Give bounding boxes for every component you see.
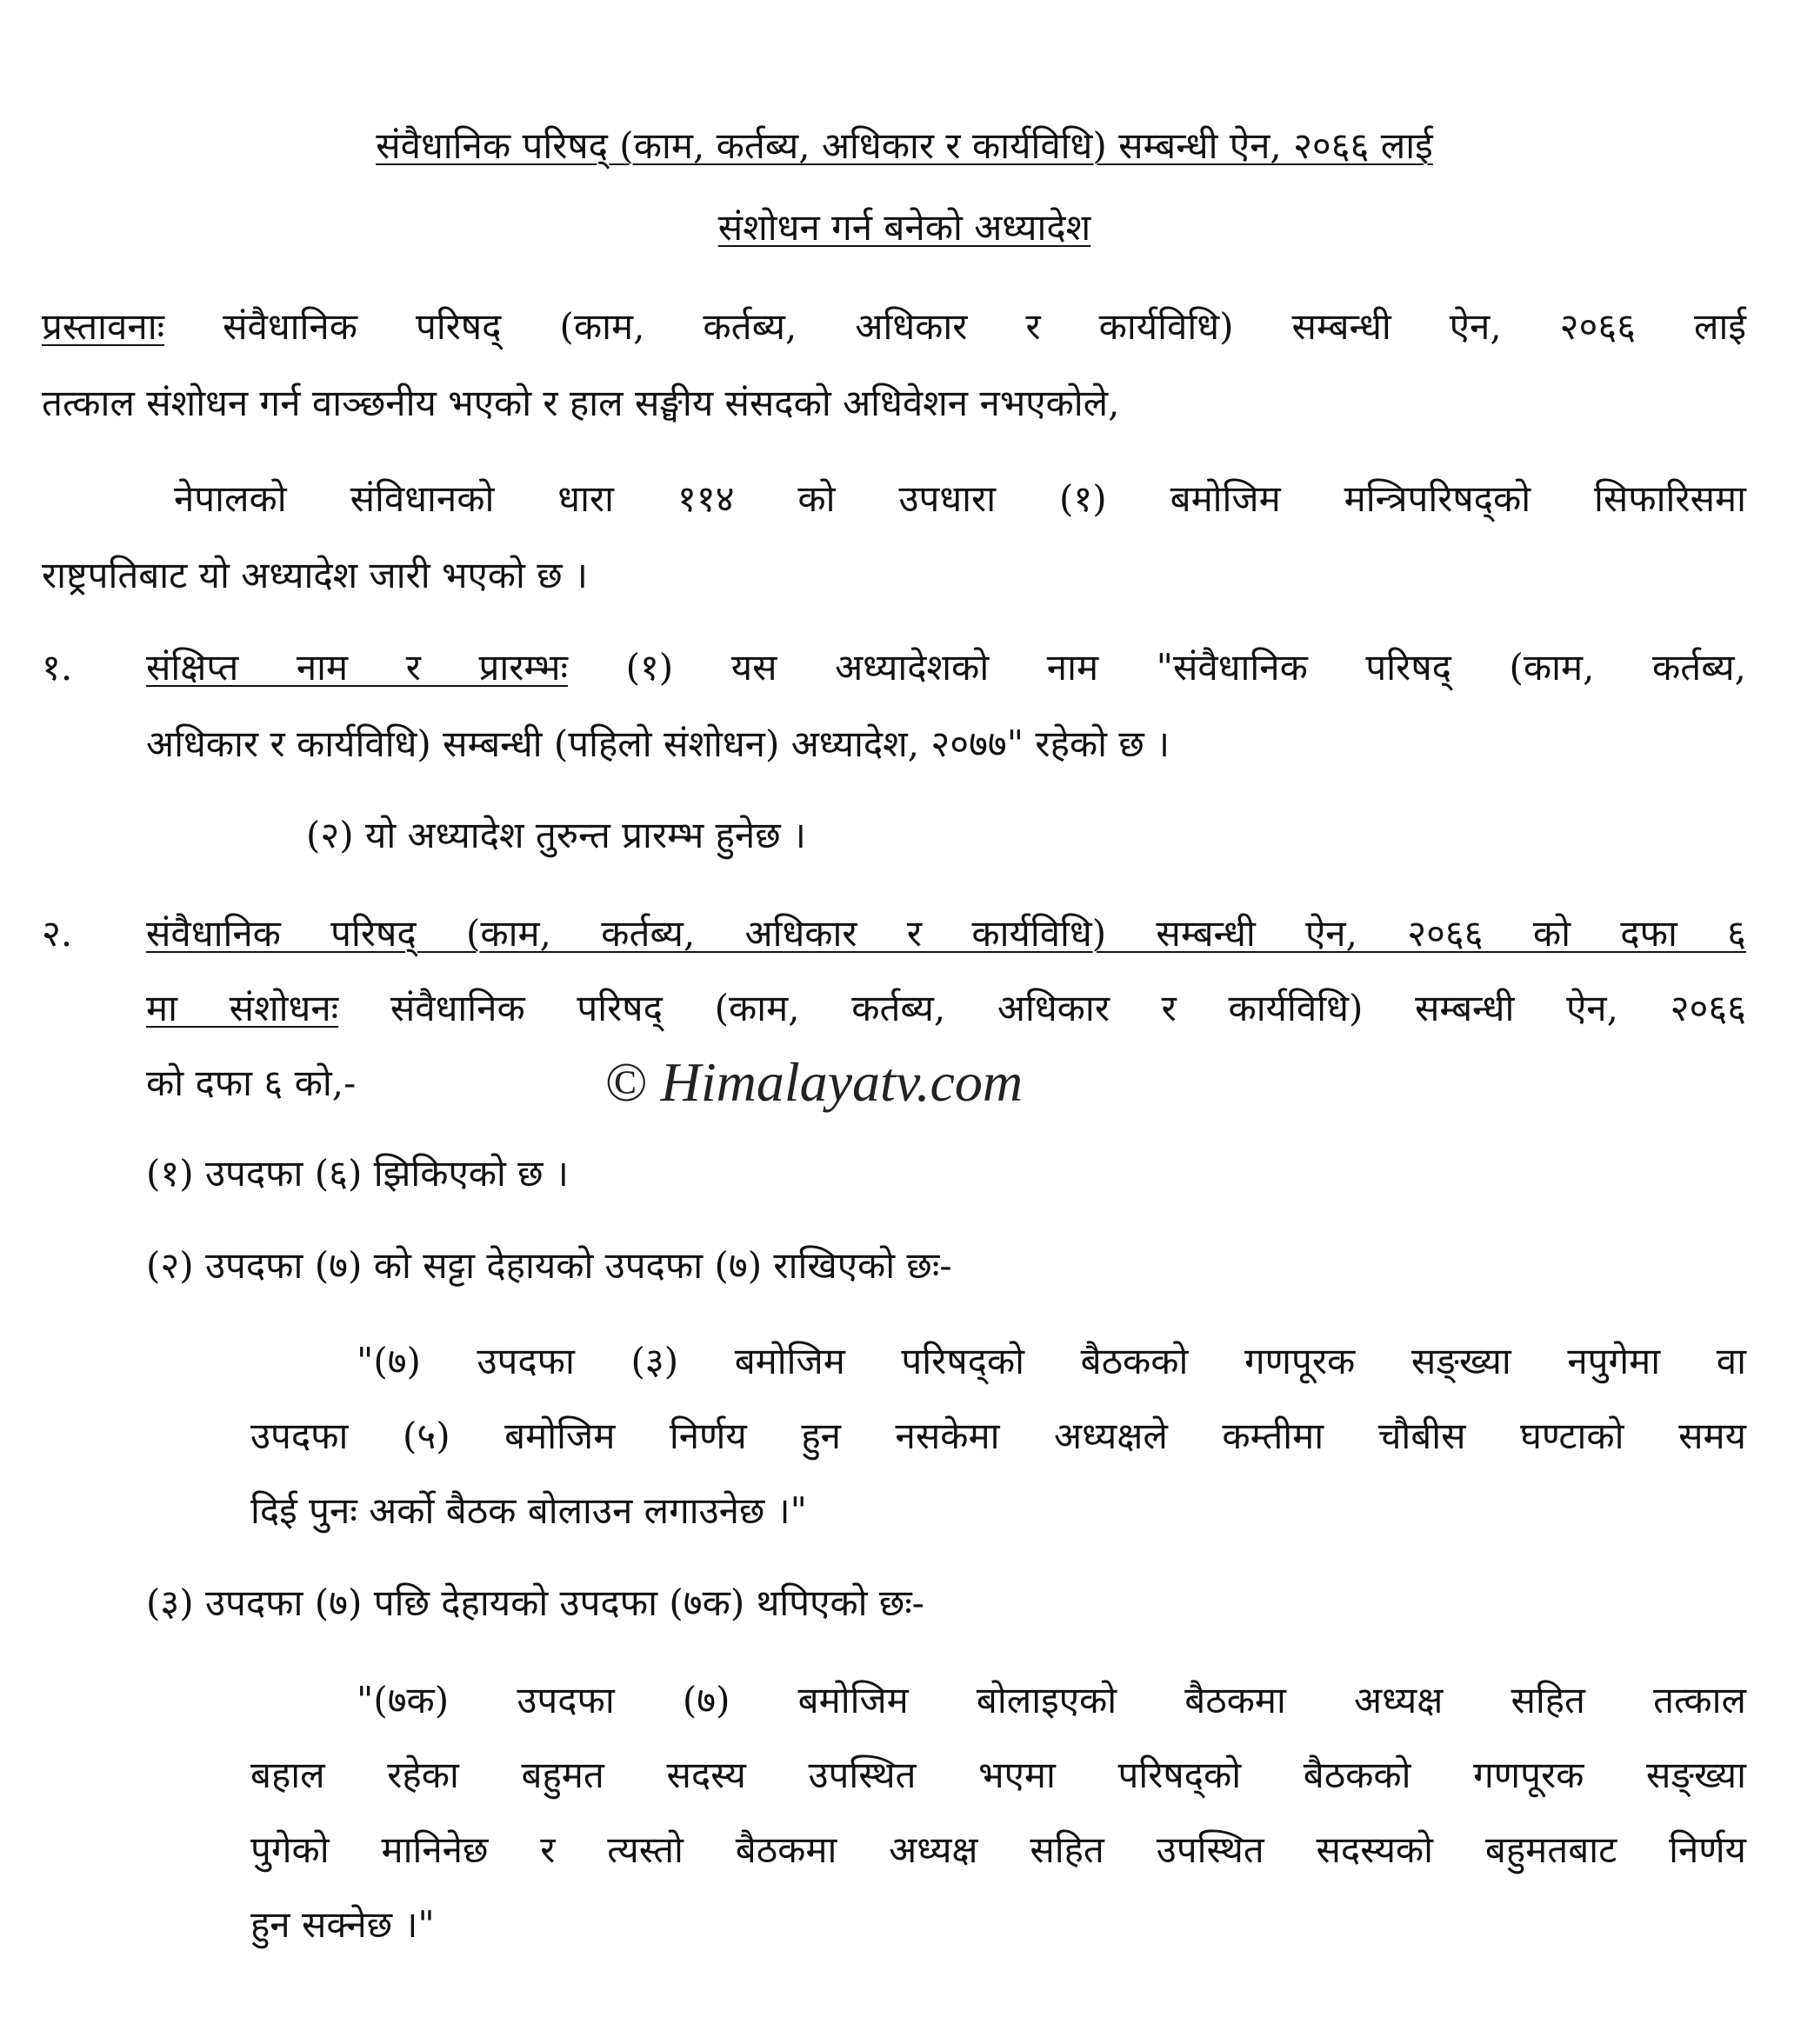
section-1-line-1 bbox=[146, 645, 1746, 690]
quote-1-line-3: दिई पुनः अर्को बैठक बोलाउन लगाउनेछ ।" bbox=[250, 1489, 807, 1532]
quote-2-line-3: पुगेको मानिनेछ र त्यस्तो बैठकमा अध्यक्ष सहित उपस्थित सदस्यको बहुमतबाट निर्णय bbox=[250, 1828, 1746, 1871]
section-2-item-1: (१) उपदफा (६) झिकिएको छ । bbox=[146, 1152, 569, 1195]
watermark: © Himalayatv.com bbox=[604, 1051, 1024, 1113]
quote-2-line-1: "(७क) उपदफा (७) बमोजिम बोलाइएको बैठकमा अध्यक्ष सहित तत्काल bbox=[357, 1679, 1746, 1721]
section-2-text: संवैधानिक परिषद् (काम, कर्तब्य, अधिकार र कार्यविधि) सम्बन्धी ऐन, २०६६ bbox=[338, 987, 1746, 1029]
section-1-subsection-2: (२) यो अध्यादेश तुरुन्त प्रारम्भ हुनेछ । bbox=[306, 814, 806, 856]
section-2-item-2: (२) उपदफा (७) को सट्टा देहायको उपदफा (७) राखिएको छः- bbox=[146, 1244, 952, 1287]
section-2-number: २. bbox=[42, 912, 73, 955]
enactment-line-2: राष्ट्रपतिबाट यो अध्यादेश जारी भएको छ । bbox=[42, 554, 588, 596]
section-1-text: (१) यस अध्यादेशको नाम "संवैधानिक परिषद् (काम, कर्तब्य, bbox=[568, 646, 1746, 689]
section-2-heading-line-2: मा संशोधनः bbox=[146, 987, 339, 1029]
quote-1-line-1: "(७) उपदफा (३) बमोजिम परिषद्को बैठकको गणपूरक सङ्ख्या नपुगेमा वा bbox=[357, 1340, 1746, 1382]
section-1-heading: संक्षिप्त नाम र प्रारम्भः bbox=[146, 646, 569, 689]
preamble-line-2: तत्काल संशोधन गर्न वाञ्छनीय भएको र हाल सङ्घीय संसदको अधिवेशन नभएकोले, bbox=[42, 382, 1120, 424]
preamble-heading: प्रस्तावनाः bbox=[42, 305, 165, 348]
quote-2-line-4: हुन सक्नेछ ।" bbox=[250, 1903, 435, 1946]
quote-1-line-2: उपदफा (५) बमोजिम निर्णय हुन नसकेमा अध्यक्षले कम्तीमा चौबीस घण्टाको समय bbox=[250, 1415, 1746, 1457]
section-2-line-3: को दफा ६ को,- bbox=[146, 1062, 357, 1104]
preamble-line-1 bbox=[42, 304, 1746, 350]
enactment-line-1: नेपालको संविधानको धारा ११४ को उपधारा (१) बमोजिम मन्त्रिपरिषद्को सिफारिसमा bbox=[174, 477, 1746, 520]
section-1-line-2: अधिकार र कार्यविधि) सम्बन्धी (पहिलो संशोधन) अध्यादेश, २०७७" रहेको छ । bbox=[146, 722, 1170, 765]
section-2-heading-line-1: संवैधानिक परिषद् (काम, कर्तब्य, अधिकार र कार्यविधि) सम्बन्धी ऐन, २०६६ को दफा ६ bbox=[146, 912, 1746, 955]
preamble-text: संवैधानिक परिषद् (काम, कर्तब्य, अधिकार र कार्यविधि) सम्बन्धी ऐन, २०६६ लाई bbox=[164, 305, 1746, 348]
section-2-line-2 bbox=[146, 986, 1746, 1031]
title-line-2: संशोधन गर्न बनेको अध्यादेश bbox=[717, 206, 1091, 249]
section-1-number: १. bbox=[42, 646, 73, 689]
title-line-1: संवैधानिक परिषद् (काम, कर्तब्य, अधिकार र कार्यविधि) सम्बन्धी ऐन, २०६६ लाई bbox=[376, 124, 1433, 167]
quote-2-line-2: बहाल रहेका बहुमत सदस्य उपस्थित भएमा परिषद्को बैठकको गणपूरक सङ्ख्या bbox=[250, 1754, 1746, 1796]
section-2-item-3: (३) उपदफा (७) पछि देहायको उपदफा (७क) थपिएको छः- bbox=[146, 1581, 924, 1624]
